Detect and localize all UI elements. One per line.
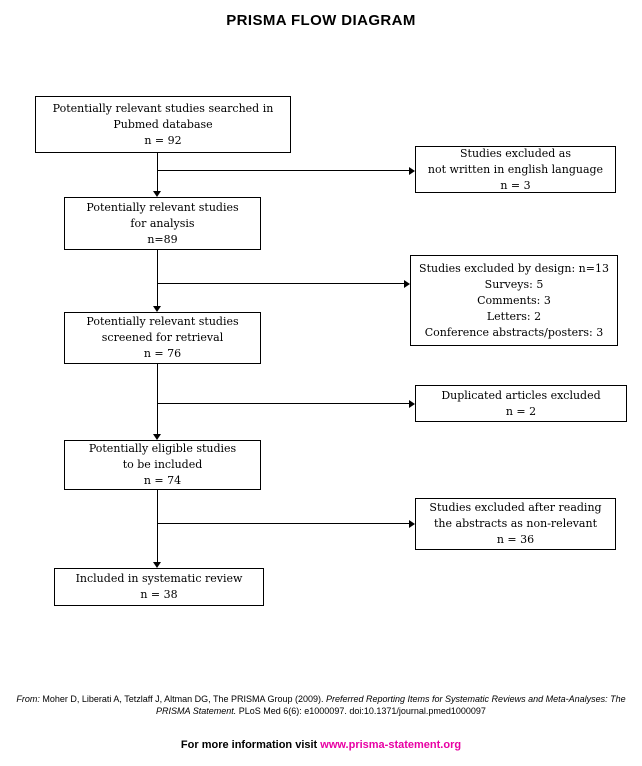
- flow-box-screened: [64, 312, 261, 364]
- info-text: For more information visit: [180, 739, 321, 751]
- arrowhead-down-2: [153, 306, 161, 312]
- prisma-link[interactable]: www.prisma-statement.org: [320, 739, 462, 751]
- box-line: Potentially eligible studies: [88, 442, 237, 455]
- flow-box-analysis: [64, 197, 261, 250]
- box-line: the abstracts as non-relevant: [434, 517, 597, 530]
- box-line: Potentially relevant studies searched in: [52, 101, 274, 115]
- exclusion-box-abstracts: [415, 498, 616, 550]
- connector-line-horizontal-4: [157, 523, 409, 524]
- arrowhead-down-1: [153, 191, 161, 197]
- box-line: screened for retrieval: [101, 331, 224, 344]
- box-line: Studies excluded as: [459, 146, 572, 160]
- citation-from: From:: [16, 694, 43, 704]
- box-line: Studies excluded by design: n=13: [419, 261, 609, 275]
- footer-info: [0, 739, 642, 751]
- box-line: Comments: 3: [477, 293, 551, 307]
- box-line: n = 3: [500, 178, 531, 192]
- exclusion-box-design: [410, 255, 618, 346]
- connector-line-vertical-4: [157, 490, 158, 562]
- citation-article-title: Preferred Reporting Items for Systematic Reviews and Meta-Analyses: The PRISMA Statement.: [156, 694, 626, 716]
- box-line: to be included: [122, 458, 203, 471]
- arrowhead-down-3: [153, 434, 161, 440]
- box-line: n = 92: [144, 133, 182, 147]
- connector-line-vertical-3: [157, 364, 158, 434]
- box-line: Duplicated articles excluded: [441, 388, 601, 402]
- arrowhead-down-4: [153, 562, 161, 568]
- citation-journal: PLoS Med 6(6): e1000097. doi:10.1371/journal.pmed1000097: [236, 705, 486, 716]
- box-line: for analysis: [130, 216, 195, 230]
- exclusion-box-language: [415, 146, 616, 193]
- connector-line-horizontal-3: [157, 403, 409, 404]
- arrowhead-right-3: [409, 400, 415, 408]
- box-line: Included in systematic review: [75, 572, 243, 585]
- arrowhead-right-2: [404, 280, 410, 288]
- arrowhead-right-4: [409, 520, 415, 528]
- box-line: Letters: 2: [486, 309, 542, 323]
- box-line: n = 74: [143, 474, 182, 487]
- box-line: n = 36: [496, 533, 535, 546]
- box-line: n = 2: [505, 404, 537, 418]
- box-line: n = 38: [140, 588, 178, 601]
- connector-line-vertical-2: [157, 250, 158, 306]
- box-line: not written in english language: [427, 162, 604, 176]
- flow-box-eligible: [64, 440, 261, 490]
- citation: [11, 694, 631, 717]
- box-line: n=89: [147, 232, 178, 246]
- page-title: PRISMA FLOW DIAGRAM: [226, 12, 416, 29]
- box-line: Pubmed database: [113, 117, 213, 131]
- flow-box-included: [54, 568, 264, 606]
- exclusion-box-duplicates: [415, 385, 627, 422]
- box-line: Conference abstracts/posters: 3: [424, 325, 604, 339]
- citation-authors: Moher D, Liberati A, Tetzlaff J, Altman DG, The PRISMA Group (2009).: [42, 694, 326, 704]
- arrowhead-right-1: [409, 167, 415, 175]
- box-line: Potentially relevant studies: [86, 315, 239, 328]
- box-line: Surveys: 5: [484, 277, 544, 291]
- box-line: n = 76: [143, 347, 182, 360]
- connector-line-horizontal-1: [157, 170, 409, 171]
- connector-line-vertical-1: [157, 153, 158, 191]
- box-line: Studies excluded after reading: [429, 501, 602, 514]
- box-line: Potentially relevant studies: [86, 200, 239, 214]
- connector-line-horizontal-2: [157, 283, 404, 284]
- flow-box-searched: [35, 96, 291, 153]
